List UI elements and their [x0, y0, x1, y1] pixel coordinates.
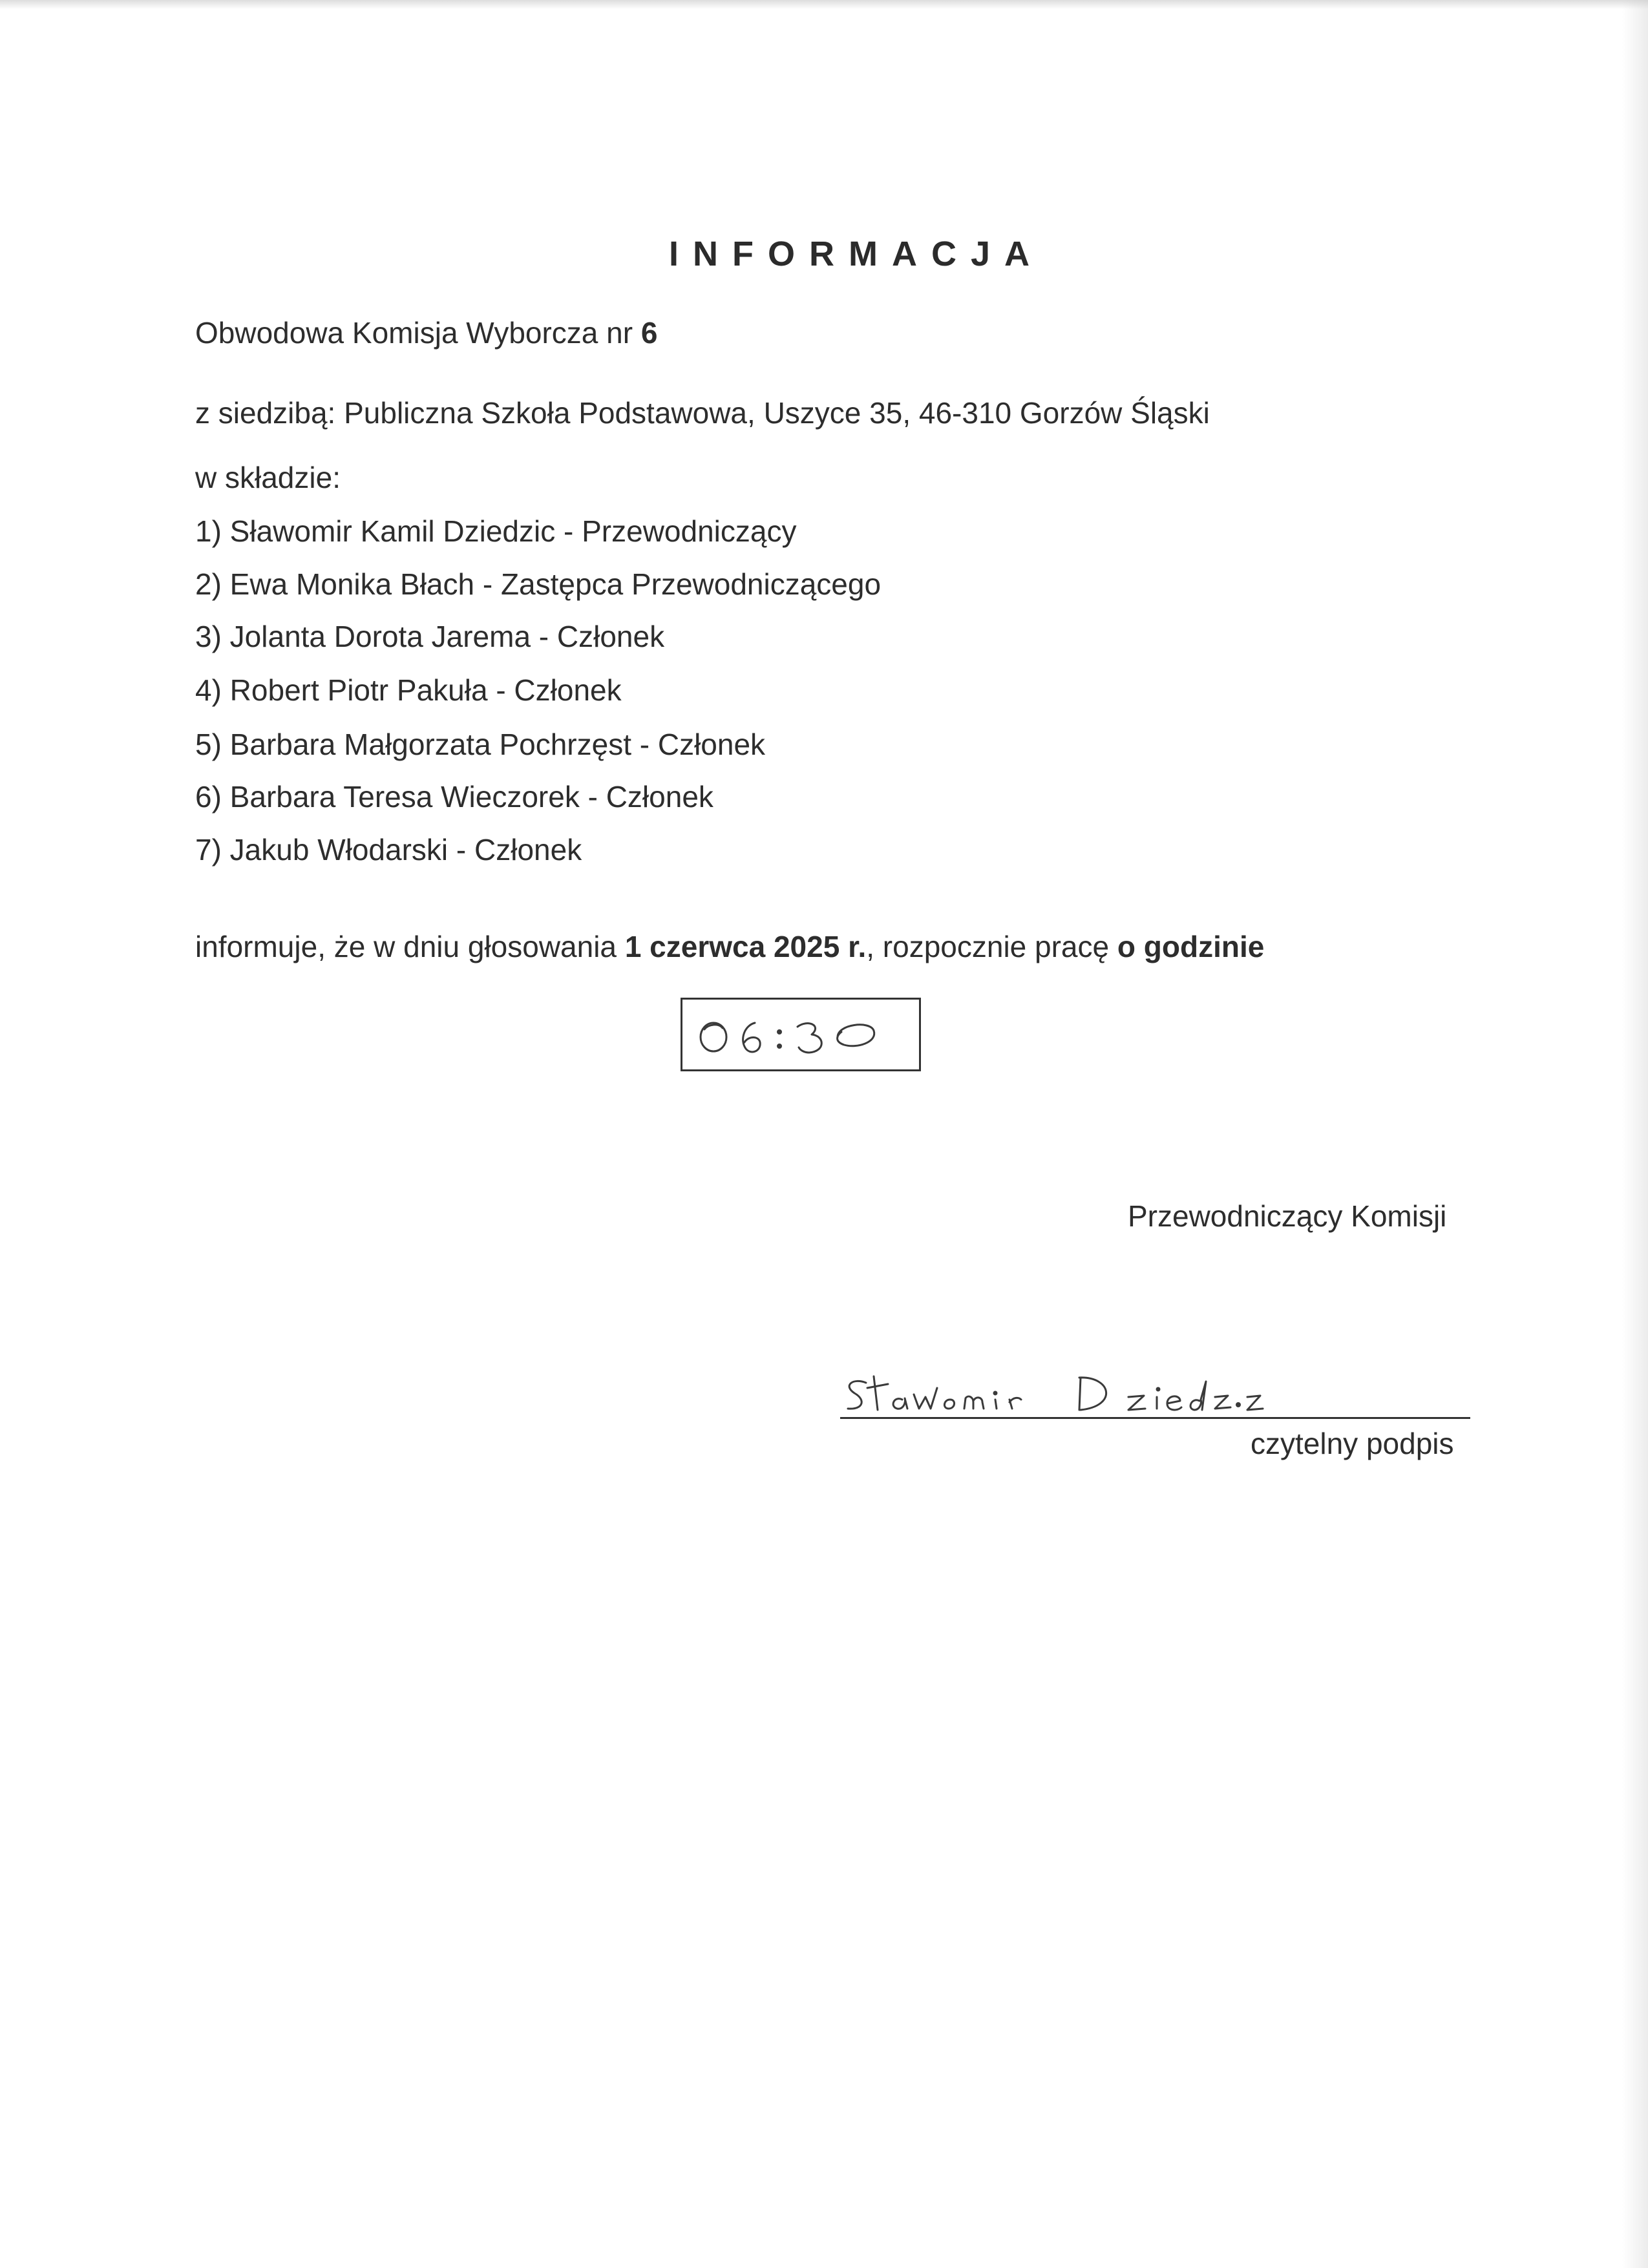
scan-edge-top [0, 0, 1648, 9]
scan-edge-right [1622, 0, 1648, 2268]
info-part3: o godzinie [1117, 930, 1265, 963]
signature-drawing [840, 1363, 1344, 1422]
commission-prefix: Obwodowa Komisja Wyborcza nr [195, 316, 641, 350]
handwritten-signature [840, 1363, 1344, 1422]
member-line: 4) Robert Piotr Pakuła - Członek [195, 673, 622, 707]
info-part2: , rozpocznie pracę [866, 930, 1117, 963]
member-line: 3) Jolanta Dorota Jarema - Członek [195, 620, 665, 653]
signature-caption: czytelny podpis [1251, 1427, 1454, 1460]
document-title: INFORMACJA [669, 235, 1044, 273]
info-line [195, 929, 1264, 964]
composition-label: w składzie: [195, 461, 341, 494]
chair-label: Przewodniczący Komisji [1128, 1199, 1447, 1233]
member-line: 2) Ewa Monika Błach - Zastępca Przewodniczącego [195, 567, 882, 601]
member-line: 6) Barbara Teresa Wieczorek - Członek [195, 780, 713, 814]
election-date: 1 czerwca 2025 r. [624, 930, 867, 963]
signature-line [840, 1417, 1470, 1419]
time-box [681, 998, 921, 1071]
member-line: 7) Jakub Włodarski - Członek [195, 833, 582, 866]
info-part1: informuje, że w dniu głosowania [195, 930, 625, 963]
commission-line [195, 315, 657, 350]
member-line: 1) Sławomir Kamil Dziedzic - Przewodniczący [195, 514, 797, 548]
commission-number: 6 [640, 316, 658, 350]
seat-line: z siedzibą: Publiczna Szkoła Podstawowa, Uszyce 35, 46-310 Gorzów Śląski [195, 396, 1210, 430]
member-line: 5) Barbara Małgorzata Pochrzęst - Członek [195, 728, 766, 761]
